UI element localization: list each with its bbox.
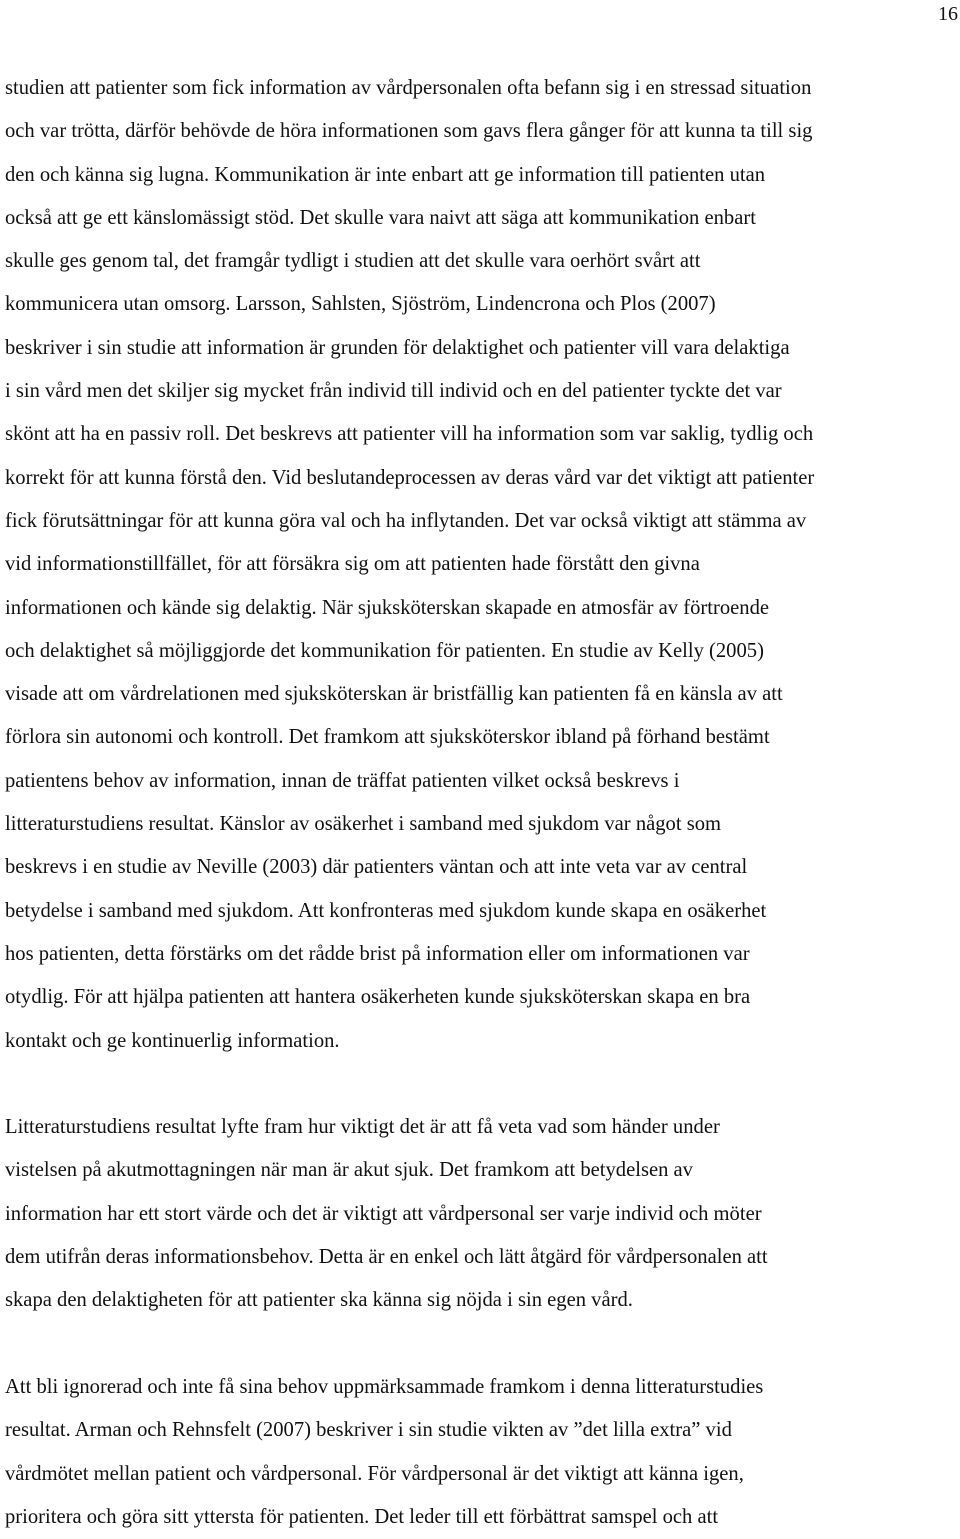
text-line: visade att om vårdrelationen med sjuksköterskan är bristfällig kan patienten få en känsla av att	[5, 683, 783, 706]
text-line: skapa den delaktigheten för att patienter ska känna sig nöjda i sin egen vård.	[5, 1289, 633, 1312]
text-line: prioritera och göra sitt yttersta för patienten. Det leder till ett förbättrat samspel och att	[5, 1505, 719, 1528]
page-number: 16	[938, 3, 958, 25]
paragraph-spacer	[5, 1323, 960, 1366]
text-line: patientens behov av information, innan de träffat patienten vilket också beskrevs i	[5, 769, 680, 792]
text-line: dem utifrån deras informationsbehov. Detta är en enkel och lätt åtgärd för vårdpersonalen att	[5, 1246, 768, 1269]
text-line: och var trötta, därför behövde de höra informationen som gavs flera gånger för att kunna ta till sig	[5, 120, 813, 143]
text-line: beskriver i sin studie att information är grunden för delaktighet och patienter vill vara delaktiga	[5, 336, 790, 359]
text-line: också att ge ett känslomässigt stöd. Det skulle vara naivt att säga att kommunikation enbart	[5, 206, 756, 229]
document-body	[5, 67, 960, 1539]
paragraph-2	[5, 1106, 960, 1322]
text-line: information har ett stort värde och det är viktigt att vårdpersonal ser varje individ och möter	[5, 1202, 762, 1225]
text-line: informationen och kände sig delaktig. När sjuksköterskan skapade en atmosfär av förtroende	[5, 596, 770, 619]
text-line: korrekt för att kunna förstå den. Vid beslutandeprocessen av deras vård var det viktigt att patienter	[5, 466, 815, 489]
text-line: betydelse i samband med sjukdom. Att konfronteras med sjukdom kunde skapa en osäkerhet	[5, 899, 767, 922]
text-line: hos patienten, detta förstärks om det rådde brist på information eller om informationen var	[5, 942, 750, 965]
text-line: vårdmötet mellan patient och vårdpersonal. För vårdpersonal är det viktigt att känna igen,	[5, 1462, 744, 1485]
text-line: beskrevs i en studie av Neville (2003) där patienters väntan och att inte veta var av central	[5, 856, 748, 879]
text-line: resultat. Arman och Rehnsfelt (2007) beskriver i sin studie vikten av ”det lilla extra” vid	[5, 1419, 732, 1442]
text-line: litteraturstudiens resultat. Känslor av osäkerhet i samband med sjukdom var något som	[5, 813, 722, 836]
paragraph-1	[5, 67, 960, 1063]
text-line: den och känna sig lugna. Kommunikation är inte enbart att ge information till patienten utan	[5, 163, 766, 186]
text-line: vid informationstillfället, för att försäkra sig om att patienten hade förstått den givna	[5, 553, 700, 576]
text-line: Att bli ignorerad och inte få sina behov uppmärksammade framkom i denna litteraturstudies	[5, 1375, 764, 1398]
paragraph-3	[5, 1366, 960, 1539]
paragraph-spacer	[5, 1063, 960, 1106]
text-line: Litteraturstudiens resultat lyfte fram hur viktigt det är att få veta vad som händer under	[5, 1116, 720, 1139]
text-line: fick förutsättningar för att kunna göra val och ha inflytanden. Det var också viktigt att stämma av	[5, 509, 807, 532]
text-line: kontakt och ge kontinuerlig information.	[5, 1029, 340, 1052]
text-line: förlora sin autonomi och kontroll. Det framkom att sjuksköterskor ibland på förhand bestämt	[5, 726, 770, 749]
text-line: vistelsen på akutmottagningen när man är akut sjuk. Det framkom att betydelsen av	[5, 1159, 693, 1182]
text-line: kommunicera utan omsorg. Larsson, Sahlsten, Sjöström, Lindencrona och Plos (2007)	[5, 293, 716, 316]
text-line: skulle ges genom tal, det framgår tydligt i studien att det skulle vara oerhört svårt att	[5, 250, 701, 273]
text-line: i sin vård men det skiljer sig mycket från individ till individ och en del patienter tyckte det var	[5, 380, 782, 403]
text-line: och delaktighet så möjliggjorde det kommunikation för patienten. En studie av Kelly (2005)	[5, 639, 764, 662]
text-line: otydlig. För att hjälpa patienten att hantera osäkerheten kunde sjuksköterskan skapa en bra	[5, 986, 751, 1009]
text-line: skönt att ha en passiv roll. Det beskrevs att patienter vill ha information som var saklig, tydlig och	[5, 423, 814, 446]
text-line: studien att patienter som fick information av vårdpersonalen ofta befann sig i en stressad situation	[5, 77, 812, 99]
